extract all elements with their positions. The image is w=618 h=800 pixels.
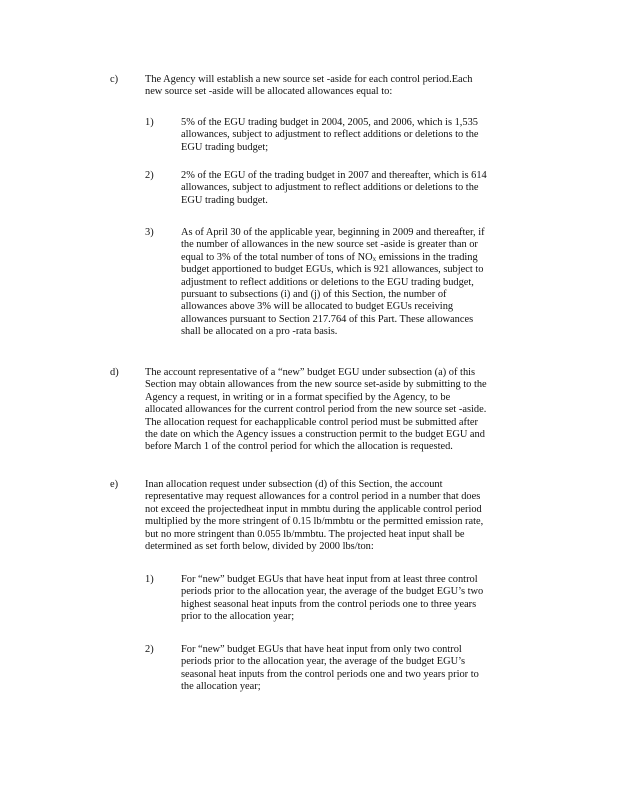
subparagraph-label: 2) — [145, 644, 154, 655]
text-line: new source set -aside will be allocated allowances equal to: — [145, 86, 393, 98]
text-line: The Agency will establish a new source set -aside for each control period.Each — [145, 74, 473, 85]
nox-text: equal to 3% of the total number of tons of NO — [181, 251, 373, 263]
text-line: Inan allocation request under subsection (d) of this Section, the account — [145, 479, 443, 490]
text-line: The account representative of a “new” budget EGU under subsection (a) of this — [145, 367, 476, 378]
paragraph-text — [145, 479, 537, 553]
text-line: not exceed the projectedheat input in mmbtu during the applicable control period — [145, 503, 482, 515]
text-line: Agency a request, in writing or in a format specified by the Agency, to be — [145, 391, 451, 403]
subparagraph-text — [181, 117, 525, 154]
text-line: the date on which the Agency issues a construction permit to the budget EGU and — [145, 429, 485, 441]
text-line: adjustment to reflect additions or deletions to the EGU trading budget, — [181, 276, 474, 288]
text-line: but no more stringent than 0.055 lb/mmbtu. The projected heat input shall be — [145, 528, 465, 540]
nox-subscript: x — [372, 254, 377, 263]
text-line: Section may obtain allowances from the new source set-aside by submitting to the — [145, 379, 487, 391]
paragraph-label: e) — [110, 479, 119, 490]
subparagraph-text — [181, 170, 525, 207]
nox-tail: emissions in the trading — [376, 251, 478, 263]
text-line: EGU trading budget. — [181, 194, 268, 206]
text-line: periods prior to the allocation year, the average of the budget EGU’s two — [181, 586, 484, 598]
text-line: highest seasonal heat inputs from the control periods one to three years — [181, 598, 477, 610]
text-line: allowances pursuant to Section 217.764 of this Part. These allowances — [181, 313, 474, 325]
text-line: For “new” budget EGUs that have heat input from at least three control — [181, 574, 478, 585]
text-line: pursuant to subsections (i) and (j) of this Section, the number of — [181, 289, 447, 301]
text-line: allowances, subject to adjustment to reflect additions or deletions to the — [181, 182, 479, 194]
text-line: 5% of the EGU trading budget in 2004, 2005, and 2006, which is 1,535 — [181, 117, 478, 128]
paragraph-label: c) — [110, 74, 119, 85]
text-line: EGU trading budget; — [181, 141, 269, 153]
subparagraph-text — [181, 644, 529, 694]
paragraph-text — [145, 74, 517, 99]
text-line: allocated allowances for the current control period from the new source set -aside. — [145, 404, 487, 416]
text-line: before March 1 of the control period for which the allocation is requested. — [145, 441, 453, 453]
text-line: shall be allocated on a pro -rata basis. — [181, 326, 338, 338]
text-line: As of April 30 of the applicable year, beginning in 2009 and thereafter, if — [181, 227, 485, 238]
text-line: representative may request allowances for a control period in a number that does — [145, 491, 481, 503]
text-line-nox — [181, 252, 533, 264]
text-line: multiplied by the more stringent of 0.15 lb/mmbtu or the permitted emission rate, — [145, 516, 484, 528]
paragraph-text — [145, 367, 537, 454]
subparagraph-label: 1) — [145, 574, 154, 585]
text-line: The allocation request for eachapplicable control period must be submitted after — [145, 416, 478, 428]
text-line: allowances, subject to adjustment to reflect additions or deletions to the — [181, 129, 479, 141]
text-line: determined as set forth below, divided by 2000 lbs/ton: — [145, 541, 374, 553]
subparagraph-text — [181, 574, 529, 624]
subparagraph-label: 3) — [145, 227, 154, 238]
text-line: prior to the allocation year; — [181, 611, 295, 623]
text-line: allowances above 3% will be allocated to budget EGUs receiving — [181, 301, 454, 313]
text-line: seasonal heat inputs from the control periods one and two years prior to — [181, 668, 479, 680]
text-line: 2% of the EGU of the trading budget in 2007 and thereafter, which is 614 — [181, 170, 487, 181]
text-line: budget apportioned to budget EGUs, which is 921 allowances, subject to — [181, 264, 484, 276]
text-line: the allocation year; — [181, 681, 261, 693]
text-line: For “new” budget EGUs that have heat input from only two control — [181, 644, 462, 655]
text-line: periods prior to the allocation year, the average of the budget EGU’s — [181, 656, 466, 668]
subparagraph-text — [181, 227, 533, 339]
subparagraph-label: 1) — [145, 117, 154, 128]
paragraph-label: d) — [110, 367, 119, 378]
text-line: the number of allowances in the new source set -aside is greater than or — [181, 239, 478, 251]
subparagraph-label: 2) — [145, 170, 154, 181]
